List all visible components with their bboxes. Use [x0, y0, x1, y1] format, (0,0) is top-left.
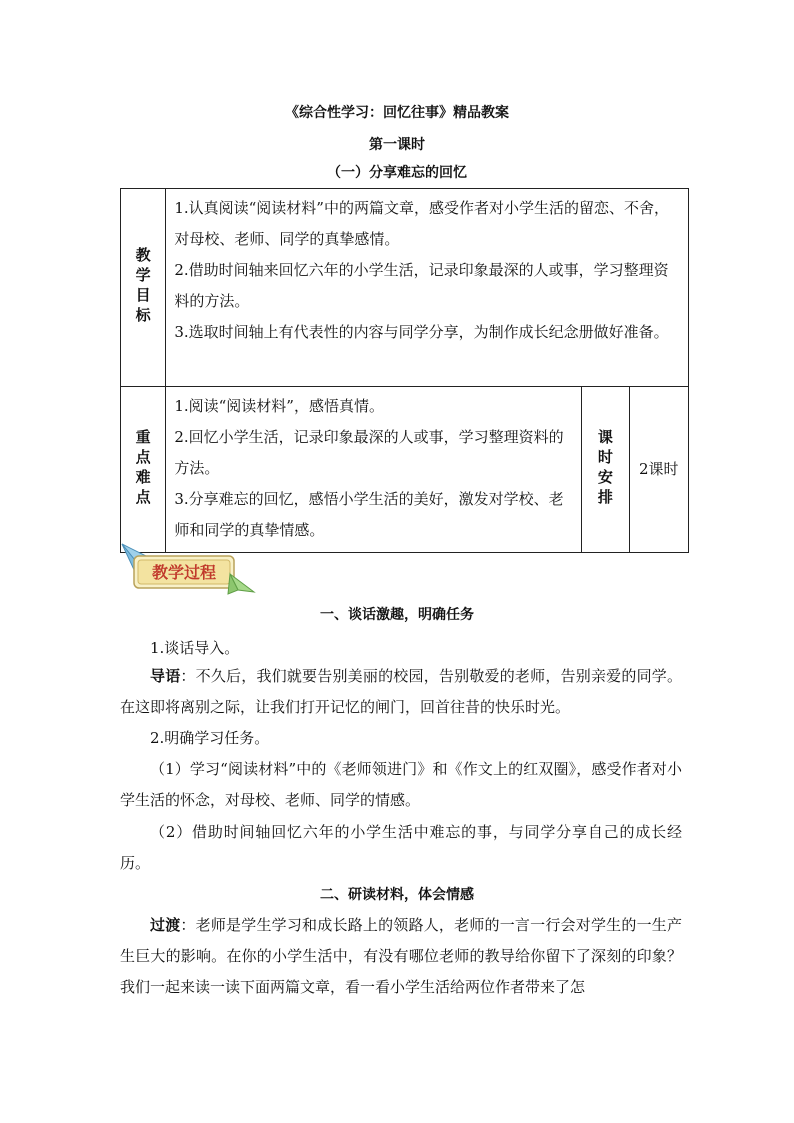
lesson-title: 第一课时: [369, 137, 425, 153]
guide-lead: 导语: [150, 667, 181, 685]
transition-text: ：老师是学生学习和成长路上的领路人，老师的一言一行会对学生的一生产生巨大的影响。在你的小学生活中，有没有哪位老师的教导给你留下了深刻的印象？我们一起来读一读下面两篇文章，看一看小学生活给两位作者带来了怎: [120, 916, 682, 996]
teaching-process-badge: [118, 540, 258, 596]
guide-paragraph: [120, 661, 682, 723]
task-item-1: （1）学习“阅读材料”中的《老师领进门》和《作文上的红双圈》，感受作者对小学生活的怀念，对母校、老师、同学的情感。: [120, 760, 682, 809]
keypoint-item: 1.阅读“阅读材料”，感悟真情。: [174, 397, 384, 415]
keypoint-item: 2.回忆小学生活，记录印象最深的人或事，学习整理资料的方法。: [174, 428, 564, 477]
table-row: [121, 387, 689, 553]
objectives-content: [166, 189, 689, 387]
objectives-table: [120, 188, 689, 553]
item-tasks: 2.明确学习任务。: [150, 729, 270, 747]
schedule-label-cell: [582, 387, 629, 553]
schedule-value: 2课时: [629, 387, 688, 553]
section-heading-1: 一、谈话激趣，明确任务: [320, 607, 474, 623]
document-title: 《综合性学习：回忆往事》精品教案: [285, 105, 509, 121]
item-talk-intro: 1.谈话导入。: [150, 639, 240, 657]
keypoints-label: 重点难点: [135, 427, 151, 506]
section-heading-2: 二、研读材料，体会情感: [320, 887, 474, 903]
badge-text: 教学过程: [151, 563, 217, 582]
keypoints-label-cell: [121, 387, 166, 553]
transition-paragraph: [120, 910, 682, 1003]
table-row: [121, 189, 689, 387]
objective-item: 1.认真阅读“阅读材料”中的两篇文章，感受作者对小学生活的留恋、不舍，对母校、老师、同学的真挚感情。: [174, 199, 669, 248]
objective-item: 3.选取时间轴上有代表性的内容与同学分享，为制作成长纪念册做好准备。: [174, 323, 669, 341]
keypoint-item: 3.分享难忘的回忆，感悟小学生活的美好，激发对学校、老师和同学的真挚情感。: [174, 490, 564, 539]
keypoints-content: [166, 387, 582, 553]
objective-item: 2.借助时间轴来回忆六年的小学生活，记录印象最深的人或事，学习整理资料的方法。: [174, 261, 669, 310]
subsection-title: （一）分享难忘的回忆: [327, 165, 467, 181]
objectives-label-cell: [121, 189, 166, 387]
schedule-label: 课时安排: [597, 427, 613, 506]
guide-text: ：不久后，我们就要告别美丽的校园，告别敬爱的老师，告别亲爱的同学。在这即将离别之际，让我们打开记忆的闸门，回首往昔的快乐时光。: [120, 667, 682, 716]
task-item-2: （2）借助时间轴回忆六年的小学生活中难忘的事，与同学分享自己的成长经历。: [120, 823, 682, 872]
objectives-label: 教学目标: [135, 245, 151, 324]
transition-lead: 过渡: [150, 916, 181, 934]
